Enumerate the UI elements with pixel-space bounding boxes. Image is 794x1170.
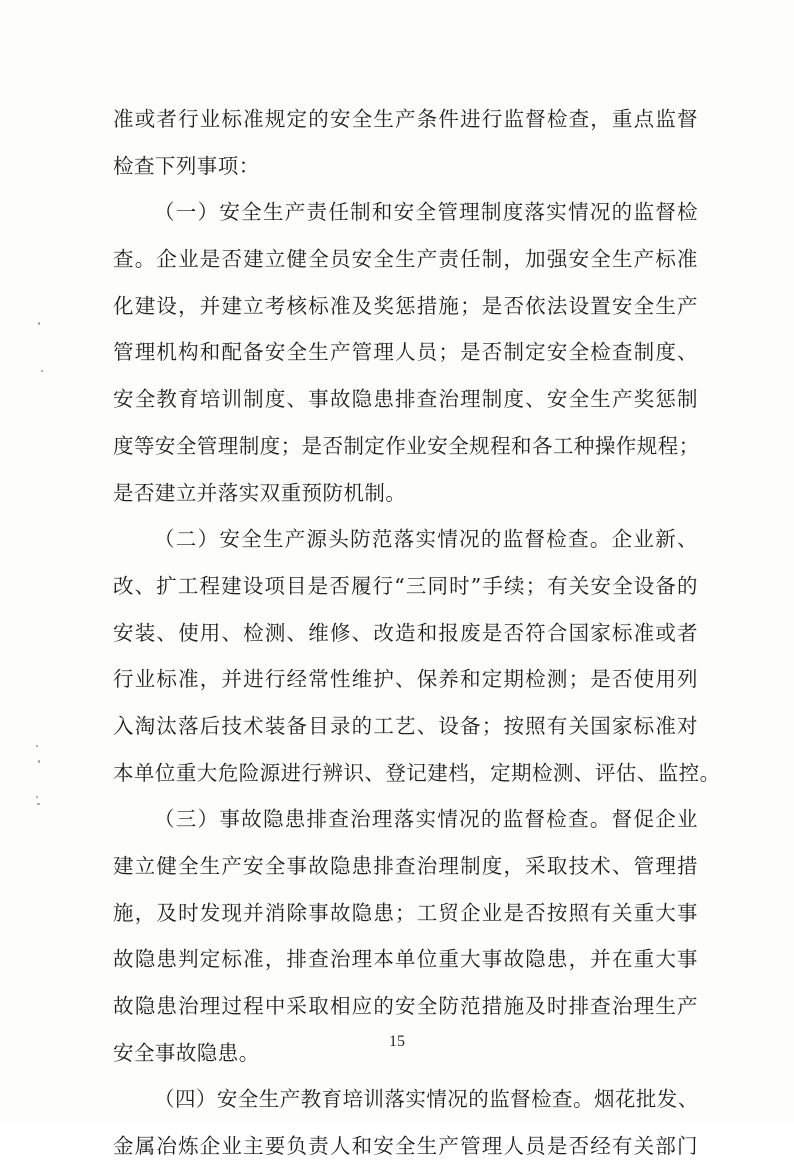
scan-speck: [37, 803, 40, 805]
paragraph-first-line: （四）安全生产教育培训落实情况的监督检查。烟花批发、: [154, 1087, 699, 1112]
text-line: 行业标准，并进行经常性维护、保养和定期检测；是否使用列: [113, 667, 698, 692]
text-line: 安全事故隐患。: [113, 1040, 260, 1065]
text-line: 改、扩工程建设项目是否履行“三同时”手续；有关安全设备的: [113, 573, 698, 598]
text-line: 建立健全生产安全事故隐患排查治理制度，采取技术、管理措: [113, 854, 698, 878]
paragraph-first-line: （二）安全生产源头防范落实情况的监督检查。企业新、: [154, 527, 698, 552]
text-line: 管理机构和配备安全生产管理人员；是否制定安全检查制度、: [113, 340, 698, 365]
text-line: 入淘汰落后技术装备目录的工艺、设备；按照有关国家标准对: [113, 713, 698, 738]
text-line: 本单位重大危险源进行辨识、登记建档，定期检测、评估、监控。: [113, 760, 721, 785]
text-line: 检查下列事项：: [113, 153, 260, 178]
text-line: 查。企业是否建立健全员安全生产责任制，加强安全生产标准: [113, 247, 698, 272]
text-line: 故隐患判定标准，排查治理本单位重大事故隐患，并在重大事: [113, 947, 698, 972]
text-line: 安装、使用、检测、维修、改造和报废是否符合国家标准或者: [113, 620, 698, 645]
paragraph-first-line: （三）事故隐患排查治理落实情况的监督检查。督促企业: [154, 807, 698, 832]
text-line: 安全教育培训制度、事故隐患排查治理制度、安全生产奖惩制: [113, 387, 698, 412]
text-line: 是否建立并落实双重预防机制。: [113, 480, 407, 505]
text-line: 金属冶炼企业主要负责人和安全生产管理人员是否经有关部门: [113, 1134, 698, 1159]
scan-speck: [38, 322, 40, 325]
body-text: [113, 96, 721, 1170]
scan-speck: [36, 796, 38, 798]
text-line: 准或者行业标准规定的安全生产条件进行监督检查，重点监督: [113, 107, 698, 131]
text-line: 故隐患治理过程中采取相应的安全防范措施及时排查治理生产: [113, 994, 698, 1019]
text-line: 施，及时发现并消除事故隐患；工贸企业是否按照有关重大事: [113, 900, 698, 925]
text-line: 化建设，并建立考核标准及奖惩措施；是否依法设置安全生产: [113, 293, 698, 318]
scan-speck: [38, 760, 40, 763]
scan-speck: [36, 745, 38, 747]
text-line: 度等安全管理制度；是否制定作业安全规程和各工种操作规程；: [113, 433, 700, 458]
paragraph-first-line: （一）安全生产责任制和安全管理制度落实情况的监督检: [154, 200, 698, 225]
scan-speck: [41, 370, 43, 372]
page-number: 15: [389, 1033, 405, 1050]
